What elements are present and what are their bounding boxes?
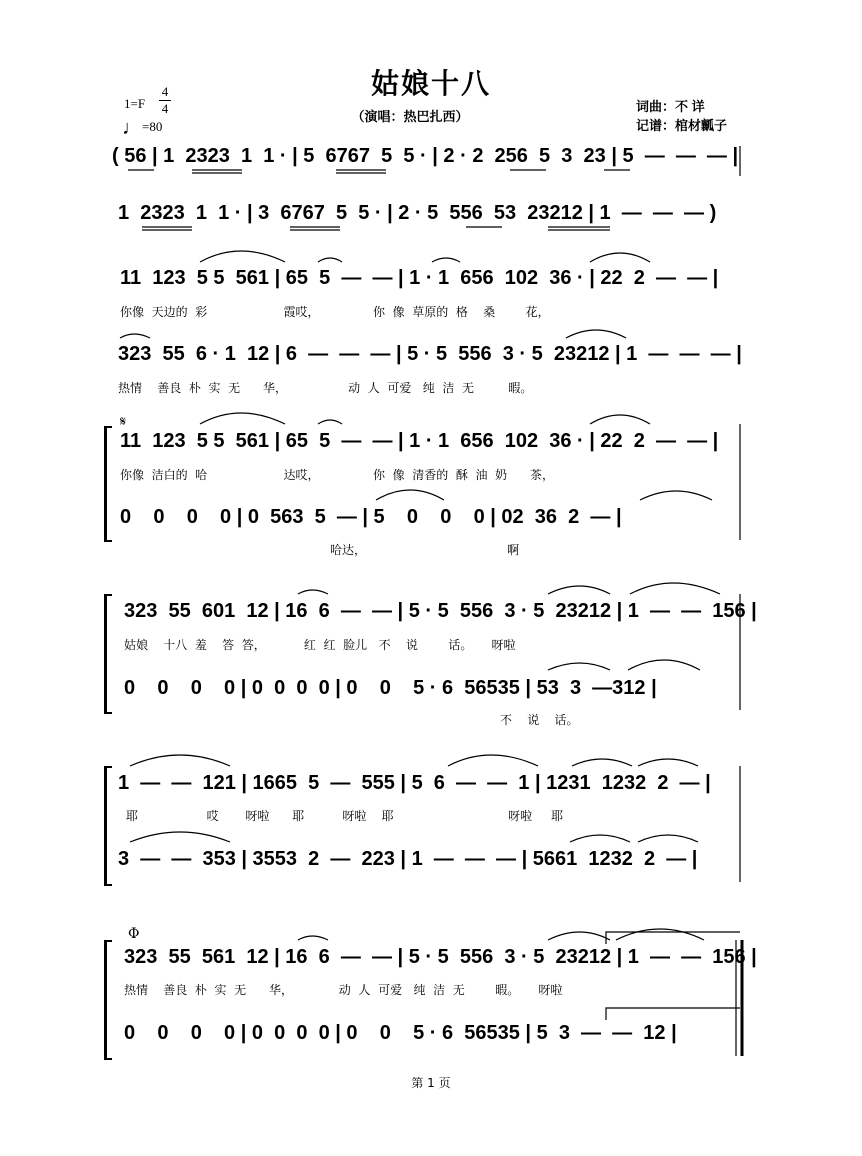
score-system-5-voice2-notes: 0 0 0 0 | 0 563 5 — | 5 0 0 0 | 02 36 2 — |: [120, 506, 622, 528]
score-system-8-notes: 323 55 561 12 | 16 6 — — | 5 · 5 556 3 · 5 23212 | 1 — — 156 |: [124, 946, 757, 968]
page-number: 第 1 页: [411, 1076, 451, 1090]
score-system-5-lyrics: 你像 洁白的 哈 达哎， 你 像 清香的 酥 油 奶 茶，: [120, 468, 554, 482]
score-system-5-notes: 11 123 5 5 561 | 65 5 — — | 1 · 1 656 102 36 · | 22 2 — — |: [120, 430, 719, 452]
score-system-6-lyrics: 姑娘 十八 羞 答 答， 红 红 脸儿 不 说 话。 呀啦: [124, 638, 516, 652]
score-system-4-lyrics: 热情 善良 朴 实 无 华， 动 人 可爱 纯 洁 无 暇。: [118, 381, 533, 395]
score-system-4-notes: 323 55 6 · 1 12 | 6 — — — | 5 · 5 556 3 · 5 23212 | 1 — — — |: [118, 343, 742, 365]
score-system-1-notes: ( 56 | 1 2323 1 1 · | 5 6767 5 5 · | 2 · 2 256 5 3 23 | 5 — — — |: [112, 145, 739, 167]
score-system-8-lyrics: 热情 善良 朴 实 无 华， 动 人 可爱 纯 洁 无 暇。 呀啦: [124, 983, 563, 997]
coda-icon: Φ: [128, 926, 140, 942]
meter-top: 4: [161, 84, 169, 99]
score-system-7-lyrics: 耶 哎 呀啦 耶 呀啦 耶 呀啦 耶: [126, 809, 564, 823]
score-system-2-notes: 1 2323 1 1 · | 3 6767 5 5 · | 2 · 5 556 53 23212 | 1 — — — ): [118, 202, 717, 224]
segno-icon: 𝄋: [120, 414, 127, 430]
score-system-6-voice2-notes: 0 0 0 0 | 0 0 0 0 | 0 0 5 · 6 56535 | 53 3 —312 |: [124, 677, 657, 699]
score-system-6-notes: 323 55 601 12 | 16 6 — — | 5 · 5 556 3 · 5 23212 | 1 — — 156 |: [124, 600, 757, 622]
page-title: 姑娘十八: [370, 67, 491, 100]
score-system-3-notes: 11 123 5 5 561 | 65 5 — — | 1 · 1 656 102 36 · | 22 2 — — |: [120, 267, 719, 289]
score-system-5-voice2-lyrics: 哈达， 啊: [330, 543, 520, 557]
singer-credit: （演唱：热巴扎西）: [351, 109, 469, 124]
score-system-7-voice2-notes: 3 — — 353 | 3553 2 — 223 | 1 — — — | 5661 1232 2 — |: [118, 848, 698, 870]
score-system-8-voice2-notes: 0 0 0 0 | 0 0 0 0 | 0 0 5 · 6 56535 | 5 3 — — 12 |: [124, 1022, 677, 1044]
quarter-note-icon: ♩: [122, 117, 142, 139]
tempo-value: =80: [142, 119, 163, 134]
credit-notation: 记谱：棺材瓤子: [636, 118, 728, 133]
meter-bottom: 4: [161, 101, 169, 116]
credit-lyrics: 词曲：不 详: [636, 99, 705, 114]
score-system-7-notes: 1 — — 121 | 1665 5 — 555 | 5 6 — — 1 | 1231 1232 2 — |: [118, 772, 711, 794]
score-system-6-voice2-lyrics: 不 说 话。: [500, 713, 579, 727]
score-system-3-lyrics: 你像 天边的 彩 霞哎， 你 像 草原的 格 桑 花，: [120, 305, 550, 319]
key-signature: 1=F: [124, 96, 146, 111]
